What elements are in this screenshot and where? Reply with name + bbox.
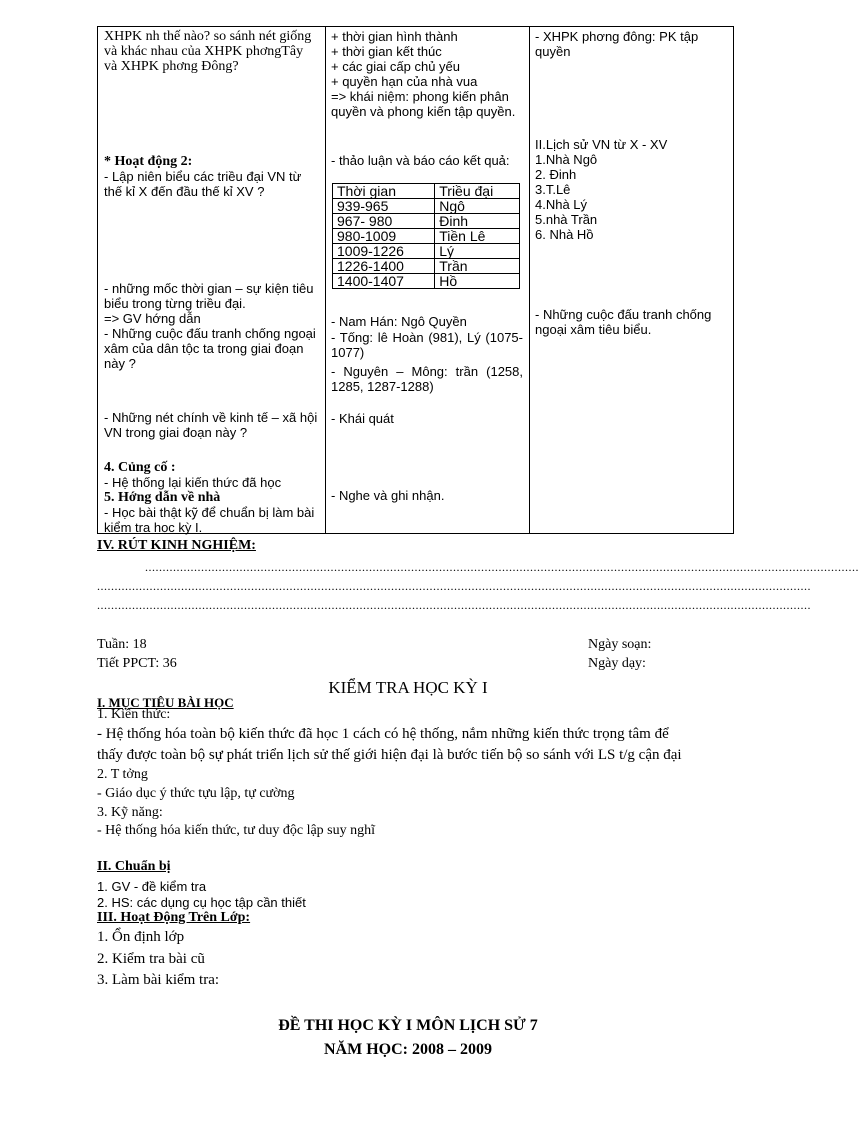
homework-title: 5. Hớng dẫn về nhà <box>104 490 221 505</box>
dynasty-cell: Hồ <box>435 274 520 289</box>
time-cell: 1009-1226 <box>333 244 435 259</box>
col1-question-block: XHPK nh thế nào? so sánh nét giống và khác nhau của XHPK phơngTây và XHPK phơng Đông? <box>104 29 312 74</box>
skills-text: - Hệ thống hóa kiến thức, tư duy độc lập suy nghĩ <box>97 823 376 838</box>
time-cell: 1226-1400 <box>333 259 435 274</box>
activity-item-1: 1. Ổn định lớp <box>97 929 185 945</box>
col2-nam-han: - Nam Hán: Ngô Quyền <box>331 314 467 329</box>
col2-tong: - Tống: lê Hoàn (981), Lý (1075-1077) <box>331 330 523 360</box>
dotted-line: ............................................................................................................................................................................................................ <box>97 579 811 593</box>
dynasty-cell: Ngô <box>435 199 520 214</box>
dynasty-cell: Trần <box>435 259 520 274</box>
activities-title: III. Hoạt Động Trên Lớp: <box>97 910 251 925</box>
preparation-title: II. Chuẩn bị <box>97 859 171 874</box>
table-row <box>333 199 520 214</box>
consolidate-title: 4. Củng cố : <box>104 460 176 475</box>
col3-vn-history: II.Lịch sử VN từ X - XV 1.Nhà Ngô 2. Đinh 3.T.Lê 4.Nhà Lý 5.nhà Trần 6. Nhà Hồ <box>535 137 668 242</box>
prep-date-label: Ngày soạn: <box>588 637 652 652</box>
time-cell: 980-1009 <box>333 229 435 244</box>
dynasty-cell: Đinh <box>435 214 520 229</box>
col2-feudal-notes: + thời gian hình thành + thời gian kết thúc + các giai cấp chủ yếu + quyền hạn của nhà vua => khái niệm: phong kiến phân quyền và phong kiến tập quyền. <box>331 29 516 119</box>
page-title: KIỂM TRA HỌC KỲ I <box>328 678 488 697</box>
consolidate-text: - Hệ thống lại kiến thức đã học <box>104 475 282 490</box>
lesson-table <box>97 26 734 534</box>
thought-text: - Giáo dục ý thức tựu lập, tự cường <box>97 786 295 801</box>
period-label: Tiết PPCT: 36 <box>97 656 177 671</box>
preparation-hs: 2. HS: các dụng cụ học tập cần thiết <box>97 895 306 910</box>
exam-year: NĂM HỌC: 2008 – 2009 <box>324 1041 492 1058</box>
rut-kinh-nghiem-title: IV. RÚT KINH NGHIỆM: <box>97 538 256 553</box>
col1-economy-prompt: - Những nét chính về kinh tế – xã hội VN trong giai đoạn này ? <box>104 410 318 440</box>
col2-overview: - Khái quát <box>331 411 394 426</box>
knowledge-line-2: thấy được toàn bộ sự phát triển lịch sử thế giới hiện đại là bước tiến bộ so sánh với LS t/g cận đại <box>97 747 682 763</box>
preparation-gv: 1. GV - đề kiểm tra <box>97 879 207 894</box>
table-row <box>333 259 520 274</box>
time-cell: 939-965 <box>333 199 435 214</box>
content-column <box>530 27 735 533</box>
dynasty-table-header <box>333 184 520 199</box>
header-dynasty: Triều đại <box>435 184 520 199</box>
col2-discussion: - thảo luận và báo cáo kết quả: <box>331 153 510 168</box>
teach-date-label: Ngày dạy: <box>588 656 646 671</box>
dotted-line: ............................................................................................................................................................................................................ <box>145 560 859 574</box>
table-row <box>333 244 520 259</box>
teacher-activity-column <box>98 27 326 533</box>
col3-resistance: - Những cuộc đấu tranh chống ngoại xâm tiêu biểu. <box>535 307 712 337</box>
activity-item-3: 3. Làm bài kiểm tra: <box>97 972 220 988</box>
col1-events-prompt: - những mốc thời gian – sự kiện tiêu biểu trong từng triều đại. => GV hớng dẫn - Những cuộc đấu tranh chống ngoại xâm của dân tộc ta trong giai đoạn này ? <box>104 281 316 371</box>
thought-label: 2. T tởng <box>97 767 148 782</box>
student-activity-column <box>326 27 530 533</box>
col2-listen: - Nghe và ghi nhận. <box>331 488 445 503</box>
homework-text: - Học bài thật kỹ để chuẩn bị làm bài kiểm tra học kỳ I. <box>104 505 315 535</box>
table-row <box>333 229 520 244</box>
dynasty-table <box>332 183 520 289</box>
time-cell: 1400-1407 <box>333 274 435 289</box>
exam-title: ĐỀ THI HỌC KỲ I MÔN LỊCH SỬ 7 <box>278 1017 538 1034</box>
skills-label: 3. Kỹ năng: <box>97 805 163 820</box>
col1-timeline-prompt: - Lập niên biểu các triều đại VN từ thế kỉ X đến đầu thế kỉ XV ? <box>104 169 302 199</box>
knowledge-label: 1. Kiến thức: <box>97 707 171 722</box>
col3-east-feudal: - XHPK phơng đông: PK tập quyền <box>535 29 699 59</box>
header-time: Thời gian <box>333 184 435 199</box>
time-cell: 967- 980 <box>333 214 435 229</box>
table-row <box>333 214 520 229</box>
dynasty-cell: Tiền Lê <box>435 229 520 244</box>
objectives-title: I. MỤC TIÊU BÀI HỌC <box>97 695 234 710</box>
dotted-line: ............................................................................................................................................................................................................ <box>97 598 811 612</box>
activity-item-2: 2. Kiểm tra bài cũ <box>97 951 205 967</box>
knowledge-line-1: - Hệ thống hóa toàn bộ kiến thức đã học 1 cách có hệ thống, nắm những kiến thức trọng tâm để <box>97 726 669 742</box>
activity-2-title: * Hoạt động 2: <box>104 154 193 169</box>
table-row <box>333 274 520 289</box>
dynasty-cell: Lý <box>435 244 520 259</box>
week-label: Tuần: 18 <box>97 637 147 652</box>
col2-nguyen-mong: - Nguyên – Mông: trần (1258, 1285, 1287-1288) <box>331 364 523 394</box>
